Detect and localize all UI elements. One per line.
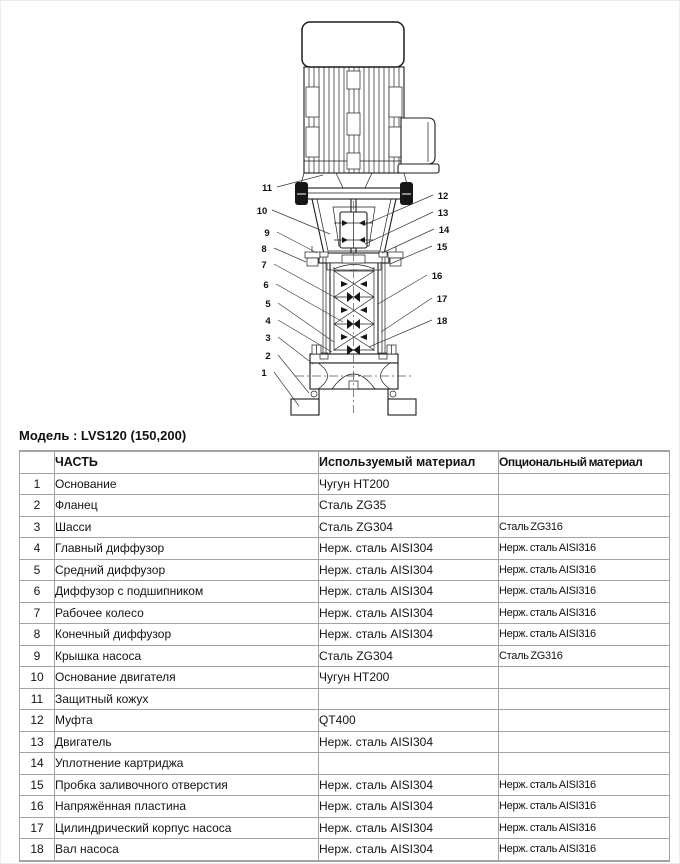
optional-material-value: Сталь ZG316 bbox=[499, 516, 670, 538]
callout-4-label: 4 bbox=[265, 316, 271, 327]
table-row bbox=[20, 581, 670, 603]
optional-material-value bbox=[499, 688, 670, 710]
part-name: Пробка заливочного отверстия bbox=[55, 774, 319, 796]
optional-material-value: Нерж. сталь AISI316 bbox=[499, 581, 670, 603]
optional-material-value bbox=[499, 753, 670, 775]
callout-12-label: 12 bbox=[437, 191, 449, 202]
optional-material-value: Нерж. сталь AISI316 bbox=[499, 774, 670, 796]
part-name: Муфта bbox=[55, 710, 319, 732]
table-row bbox=[20, 538, 670, 560]
row-number: 5 bbox=[20, 559, 55, 581]
optional-material-value: Нерж. сталь AISI316 bbox=[499, 624, 670, 646]
callout-18-label: 18 bbox=[436, 316, 448, 327]
part-name: Диффузор с подшипником bbox=[55, 581, 319, 603]
material-value: QT400 bbox=[319, 710, 499, 732]
part-name: Двигатель bbox=[55, 731, 319, 753]
row-number: 17 bbox=[20, 817, 55, 839]
optional-material-value bbox=[499, 473, 670, 495]
table-row bbox=[20, 688, 670, 710]
pump-diagram bbox=[1, 1, 680, 426]
part-name: Средний диффузор bbox=[55, 559, 319, 581]
part-name: Цилиндрический корпус насоса bbox=[55, 817, 319, 839]
row-number: 11 bbox=[20, 688, 55, 710]
material-value: Нерж. сталь AISI304 bbox=[319, 581, 499, 603]
part-name: Уплотнение картриджа bbox=[55, 753, 319, 775]
part-name: Конечный диффузор bbox=[55, 624, 319, 646]
row-number: 18 bbox=[20, 839, 55, 861]
optional-material-value: Нерж. сталь AISI316 bbox=[499, 559, 670, 581]
table-row bbox=[20, 602, 670, 624]
row-number: 9 bbox=[20, 645, 55, 667]
callout-1-label: 1 bbox=[261, 368, 267, 379]
row-number: 8 bbox=[20, 624, 55, 646]
callout-14-label: 14 bbox=[438, 225, 450, 236]
terminal-box bbox=[398, 118, 439, 173]
callout-9-label: 9 bbox=[264, 228, 270, 239]
part-name: Фланец bbox=[55, 495, 319, 517]
part-name: Основание bbox=[55, 473, 319, 495]
table-header-row bbox=[20, 451, 670, 473]
part-name: Вал насоса bbox=[55, 839, 319, 861]
material-value: Чугун HT200 bbox=[319, 473, 499, 495]
row-number: 3 bbox=[20, 516, 55, 538]
material-value: Нерж. сталь AISI304 bbox=[319, 538, 499, 560]
table-row bbox=[20, 624, 670, 646]
row-number: 15 bbox=[20, 774, 55, 796]
table-row bbox=[20, 645, 670, 667]
motor-body bbox=[304, 67, 404, 173]
row-number: 12 bbox=[20, 710, 55, 732]
row-number: 14 bbox=[20, 753, 55, 775]
row-number: 10 bbox=[20, 667, 55, 689]
motor-fan-cover bbox=[302, 22, 404, 67]
col-header-part: ЧАСТЬ bbox=[55, 451, 319, 473]
material-value: Нерж. сталь AISI304 bbox=[319, 817, 499, 839]
table-row bbox=[20, 516, 670, 538]
table-row bbox=[20, 796, 670, 818]
material-value: Чугун HT200 bbox=[319, 667, 499, 689]
part-name: Напряжённая пластина bbox=[55, 796, 319, 818]
model-title: Модель : LVS120 (150,200) bbox=[19, 428, 187, 443]
material-value: Сталь ZG304 bbox=[319, 645, 499, 667]
material-value bbox=[319, 688, 499, 710]
callout-15-label: 15 bbox=[436, 242, 448, 253]
optional-material-value: Нерж. сталь AISI316 bbox=[499, 602, 670, 624]
callout-16-label: 16 bbox=[431, 271, 443, 282]
callout-11-label: 11 bbox=[261, 183, 273, 194]
table-row bbox=[20, 731, 670, 753]
pump-head bbox=[305, 246, 403, 270]
table-row bbox=[20, 710, 670, 732]
table-row bbox=[20, 774, 670, 796]
table-row bbox=[20, 473, 670, 495]
parts-table bbox=[19, 450, 670, 862]
pump-stages bbox=[334, 271, 374, 355]
optional-material-value bbox=[499, 731, 670, 753]
callout-13-label: 13 bbox=[437, 208, 449, 219]
optional-material-value bbox=[499, 710, 670, 732]
row-number: 1 bbox=[20, 473, 55, 495]
table-row bbox=[20, 817, 670, 839]
material-value: Нерж. сталь AISI304 bbox=[319, 731, 499, 753]
part-name: Крышка насоса bbox=[55, 645, 319, 667]
part-name: Шасси bbox=[55, 516, 319, 538]
row-number: 7 bbox=[20, 602, 55, 624]
callout-8-label: 8 bbox=[261, 244, 267, 255]
material-value: Нерж. сталь AISI304 bbox=[319, 624, 499, 646]
row-number: 13 bbox=[20, 731, 55, 753]
col-header-num bbox=[20, 451, 55, 473]
pump-casing bbox=[323, 263, 385, 354]
material-value: Нерж. сталь AISI304 bbox=[319, 839, 499, 861]
material-value: Сталь ZG35 bbox=[319, 495, 499, 517]
optional-material-value bbox=[499, 495, 670, 517]
callout-3-label: 3 bbox=[265, 333, 271, 344]
row-number: 16 bbox=[20, 796, 55, 818]
part-name: Защитный кожух bbox=[55, 688, 319, 710]
row-number: 4 bbox=[20, 538, 55, 560]
row-number: 2 bbox=[20, 495, 55, 517]
optional-material-value: Нерж. сталь AISI316 bbox=[499, 817, 670, 839]
callout-17-label: 17 bbox=[436, 294, 448, 305]
material-value: Нерж. сталь AISI304 bbox=[319, 559, 499, 581]
optional-material-value: Нерж. сталь AISI316 bbox=[499, 796, 670, 818]
part-name: Главный диффузор bbox=[55, 538, 319, 560]
callout-6-label: 6 bbox=[263, 280, 269, 291]
callout-7-label: 7 bbox=[261, 260, 267, 271]
callout-2-label: 2 bbox=[265, 351, 271, 362]
col-header-material: Используемый материал bbox=[319, 451, 499, 473]
row-number: 6 bbox=[20, 581, 55, 603]
col-header-optional: Опциональный материал bbox=[499, 451, 670, 473]
table-row bbox=[20, 753, 670, 775]
table-row bbox=[20, 839, 670, 861]
part-name: Рабочее колесо bbox=[55, 602, 319, 624]
material-value bbox=[319, 753, 499, 775]
optional-material-value bbox=[499, 667, 670, 689]
table-row bbox=[20, 559, 670, 581]
table-row bbox=[20, 667, 670, 689]
table-row bbox=[20, 495, 670, 517]
part-name: Основание двигателя bbox=[55, 667, 319, 689]
material-value: Нерж. сталь AISI304 bbox=[319, 796, 499, 818]
material-value: Нерж. сталь AISI304 bbox=[319, 774, 499, 796]
optional-material-value: Нерж. сталь AISI316 bbox=[499, 839, 670, 861]
optional-material-value: Сталь ZG316 bbox=[499, 645, 670, 667]
optional-material-value: Нерж. сталь AISI316 bbox=[499, 538, 670, 560]
pump-base bbox=[295, 363, 413, 389]
material-value: Нерж. сталь AISI304 bbox=[319, 602, 499, 624]
callout-10-label: 10 bbox=[256, 206, 268, 217]
callout-5-label: 5 bbox=[265, 299, 271, 310]
material-value: Сталь ZG304 bbox=[319, 516, 499, 538]
